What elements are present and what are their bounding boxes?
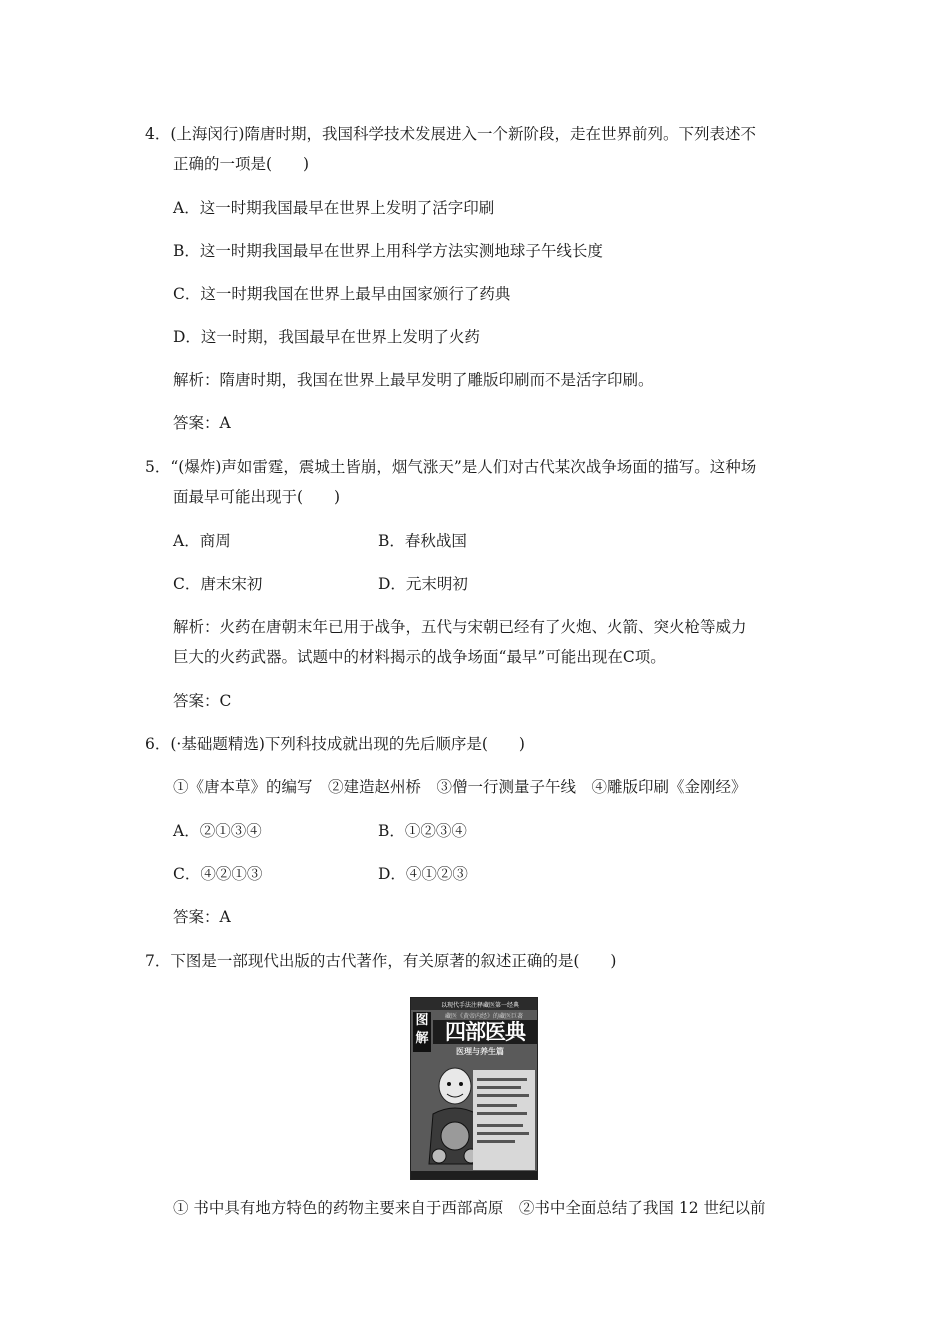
q5-option-c: C．唐末宋初 (173, 575, 263, 593)
q5-analysis-line1: 解析：火药在唐朝末年已用于战争，五代与宋朝已经有了火炮、火箭、突火枪等威力 (173, 618, 747, 636)
q4-answer: 答案：A (173, 414, 231, 432)
q4-option-a: A．这一时期我国最早在世界上发明了活字印刷 (173, 199, 495, 217)
book-cover-image (410, 997, 538, 1180)
q4-option-d: D．这一时期，我国最早在世界上发明了火药 (173, 328, 480, 346)
q5-option-d: D．元末明初 (378, 575, 468, 593)
q4-analysis: 解析：隋唐时期，我国在世界上最早发明了雕版印刷而不是活字印刷。 (173, 371, 654, 389)
q6-option-c: C．④②①③ (173, 865, 263, 883)
q5-stem-line2: 面最早可能出现于( ) (173, 488, 341, 506)
cover-subtitle-tag: 藏医《黄帝内经》的藏医巨著 (445, 1013, 524, 1020)
q5-stem-line1: 5．“(爆炸)声如雷霆，震城土皆崩，烟气涨天”是人们对古代某次战争场面的描写。这种场 (145, 458, 757, 476)
cover-side-label: 图解 (413, 1012, 431, 1052)
q4-stem-line1: 4．(上海闵行)隋唐时期，我国科学技术发展进入一个新阶段，走在世界前列。下列表述不 (145, 125, 756, 143)
q4-option-c: C．这一时期我国在世界上最早由国家颁行了药典 (173, 285, 511, 303)
cover-text-panel (473, 1070, 535, 1170)
q6-items: ①《唐本草》的编写 ②建造赵州桥 ③僧一行测量子午线 ④雕版印刷《金刚经》 (173, 778, 747, 796)
q4-stem-line2: 正确的一项是( ) (173, 155, 310, 173)
q7-items-line1: ① 书中具有地方特色的药物主要来自于西部高原 ②书中全面总结了我国 12 世纪以前 (173, 1199, 766, 1217)
q7-stem: 7．下图是一部现代出版的古代著作，有关原著的叙述正确的是( ) (145, 952, 617, 970)
q6-stem: 6．(·基础题精选)下列科技成就出现的先后顺序是( ) (145, 735, 525, 753)
q5-option-b: B．春秋战国 (378, 532, 467, 550)
q5-analysis-line2: 巨大的火药武器。试题中的材料揭示的战争场面“最早”可能出现在C项。 (173, 648, 666, 666)
q5-answer: 答案：C (173, 692, 232, 710)
q6-answer: 答案：A (173, 908, 231, 926)
q6-option-b: B．①②③④ (378, 822, 467, 840)
q6-option-d: D．④①②③ (378, 865, 468, 883)
cover-subtitle: 医理与养生篇 (456, 1046, 504, 1056)
q4-option-b: B．这一时期我国最早在世界上用科学方法实测地球子午线长度 (173, 242, 603, 260)
cover-top-tag: 以现代手法注释藏医第一经典 (441, 1002, 520, 1009)
cover-title: 四部医典 (433, 1020, 537, 1044)
q5-option-a: A．商周 (173, 532, 231, 550)
q6-option-a: A．②①③④ (173, 822, 262, 840)
